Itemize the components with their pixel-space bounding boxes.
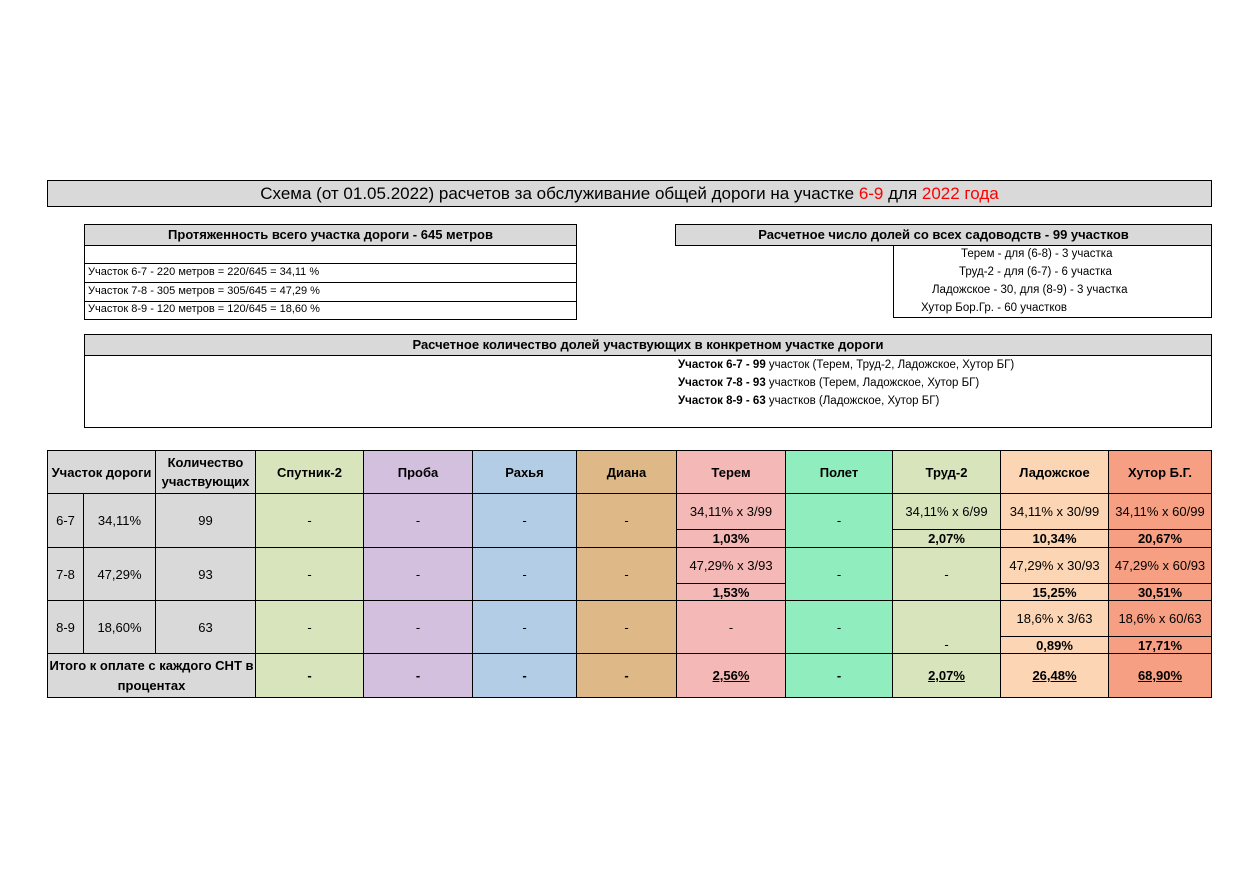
formula-cell: 47,29% х 30/93 bbox=[1001, 548, 1109, 584]
cost-table bbox=[47, 450, 1212, 698]
trud-empty-cell bbox=[893, 601, 1001, 637]
participation-row-rest: участков (Ладожское, Хутор БГ) bbox=[765, 395, 940, 407]
total-cell: 26,48% bbox=[1032, 668, 1077, 683]
header-proba: Проба bbox=[364, 451, 473, 494]
section-cell: 6-7 bbox=[48, 494, 84, 548]
participation-row-bold: Участок 6-7 - 99 bbox=[678, 359, 766, 371]
value-cell: - bbox=[473, 601, 577, 654]
title-prefix: Схема (от 01.05.2022) расчетов за обслуживание общей дороги на участке bbox=[260, 184, 859, 203]
shares-row: Ладожское - 30, для (8-9) - 3 участка bbox=[932, 284, 1128, 296]
participation-row bbox=[678, 374, 979, 392]
shares-header: Расчетное число долей со всех садоводств - 99 участков bbox=[675, 224, 1212, 246]
value-cell: - bbox=[364, 601, 473, 654]
total-cell: - bbox=[256, 654, 364, 698]
formula-cell: 18,6% х 60/63 bbox=[1109, 601, 1212, 637]
total-cell: - bbox=[786, 654, 893, 698]
participation-row bbox=[678, 392, 939, 410]
header-rahya: Рахья bbox=[473, 451, 577, 494]
title-middle: для bbox=[883, 184, 922, 203]
value-cell: - bbox=[364, 548, 473, 601]
header-ladozhskoe: Ладожское bbox=[1001, 451, 1109, 494]
header-section: Участок дороги bbox=[48, 451, 156, 494]
result-cell: 0,89% bbox=[1001, 637, 1109, 654]
shares-row: Хутор Бор.Гр. - 60 участков bbox=[921, 302, 1068, 314]
formula-cell: 47,29% х 3/93 bbox=[677, 548, 786, 584]
value-cell: - bbox=[577, 494, 677, 548]
result-cell: 20,67% bbox=[1109, 530, 1212, 548]
formula-cell: 47,29% х 60/93 bbox=[1109, 548, 1212, 584]
value-cell: - bbox=[786, 494, 893, 548]
result-cell: 17,71% bbox=[1109, 637, 1212, 654]
header-count: Количество участвующих bbox=[156, 451, 256, 494]
result-cell: 1,03% bbox=[677, 530, 786, 548]
formula-cell: 18,6% х 3/63 bbox=[1001, 601, 1109, 637]
participation-header: Расчетное количество долей участвующих в конкретном участке дороги bbox=[84, 334, 1212, 356]
participation-row-rest: участок (Терем, Труд-2, Ладожское, Хутор БГ) bbox=[765, 359, 1015, 371]
total-label: Итого к оплате с каждого СНТ в процентах bbox=[48, 654, 256, 698]
total-cell: - bbox=[473, 654, 577, 698]
count-cell: 93 bbox=[156, 548, 256, 601]
participation-row-rest: участков (Терем, Ладожское, Хутор БГ) bbox=[765, 377, 980, 389]
header-sputnik: Спутник-2 bbox=[256, 451, 364, 494]
result-cell: 10,34% bbox=[1001, 530, 1109, 548]
header-diana: Диана bbox=[577, 451, 677, 494]
shares-row: Труд-2 - для (6-7) - 6 участка bbox=[959, 266, 1112, 278]
count-cell: 63 bbox=[156, 601, 256, 654]
formula-cell: 34,11% х 30/99 bbox=[1001, 494, 1109, 530]
percent-cell: 34,11% bbox=[84, 494, 156, 548]
title-year: 2022 года bbox=[921, 184, 999, 203]
value-cell: - bbox=[473, 548, 577, 601]
header-terem: Терем bbox=[677, 451, 786, 494]
total-cell: - bbox=[577, 654, 677, 698]
shares-list bbox=[893, 245, 1212, 318]
value-cell: - bbox=[577, 601, 677, 654]
percent-cell: 18,60% bbox=[84, 601, 156, 654]
header-polet: Полет bbox=[786, 451, 893, 494]
value-cell: - bbox=[893, 548, 1001, 601]
value-cell: - bbox=[364, 494, 473, 548]
formula-cell: 34,11% х 60/99 bbox=[1109, 494, 1212, 530]
value-cell: - bbox=[256, 548, 364, 601]
value-cell: - bbox=[256, 601, 364, 654]
section-cell: 7-8 bbox=[48, 548, 84, 601]
result-cell: 2,07% bbox=[893, 530, 1001, 548]
value-cell: - bbox=[786, 548, 893, 601]
shares-row: Терем - для (6-8) - 3 участка bbox=[961, 248, 1113, 260]
value-cell: - bbox=[893, 637, 1001, 654]
header-hutor: Хутор Б.Г. bbox=[1109, 451, 1212, 494]
result-cell: 1,53% bbox=[677, 584, 786, 601]
length-header: Протяженность всего участка дороги - 645 метров bbox=[84, 224, 577, 246]
count-cell: 99 bbox=[156, 494, 256, 548]
participation-list bbox=[84, 355, 1212, 428]
header-trud: Труд-2 bbox=[893, 451, 1001, 494]
formula-cell: 34,11% х 3/99 bbox=[677, 494, 786, 530]
participation-row-bold: Участок 7-8 - 93 bbox=[678, 377, 766, 389]
value-cell: - bbox=[577, 548, 677, 601]
total-cell: 2,07% bbox=[928, 668, 965, 683]
result-cell: 15,25% bbox=[1001, 584, 1109, 601]
participation-row-bold: Участок 8-9 - 63 bbox=[678, 395, 766, 407]
length-row: Участок 8-9 - 120 метров = 120/645 = 18,60 % bbox=[84, 301, 577, 320]
total-cell: 68,90% bbox=[1137, 668, 1183, 683]
length-row: Участок 6-7 - 220 метров = 220/645 = 34,11 % bbox=[84, 264, 577, 283]
value-cell: - bbox=[786, 601, 893, 654]
participation-row bbox=[678, 356, 1014, 374]
result-cell: 30,51% bbox=[1109, 584, 1212, 601]
total-cell: 2,56% bbox=[712, 668, 750, 683]
total-cell: - bbox=[364, 654, 473, 698]
value-cell: - bbox=[256, 494, 364, 548]
value-cell: - bbox=[473, 494, 577, 548]
percent-cell: 47,29% bbox=[84, 548, 156, 601]
page-title bbox=[47, 180, 1212, 207]
title-section: 6-9 bbox=[858, 184, 884, 203]
value-cell: - bbox=[677, 601, 786, 654]
length-blank-row bbox=[84, 245, 577, 264]
length-row: Участок 7-8 - 305 метров = 305/645 = 47,29 % bbox=[84, 283, 577, 302]
formula-cell: 34,11% х 6/99 bbox=[893, 494, 1001, 530]
section-cell: 8-9 bbox=[48, 601, 84, 654]
